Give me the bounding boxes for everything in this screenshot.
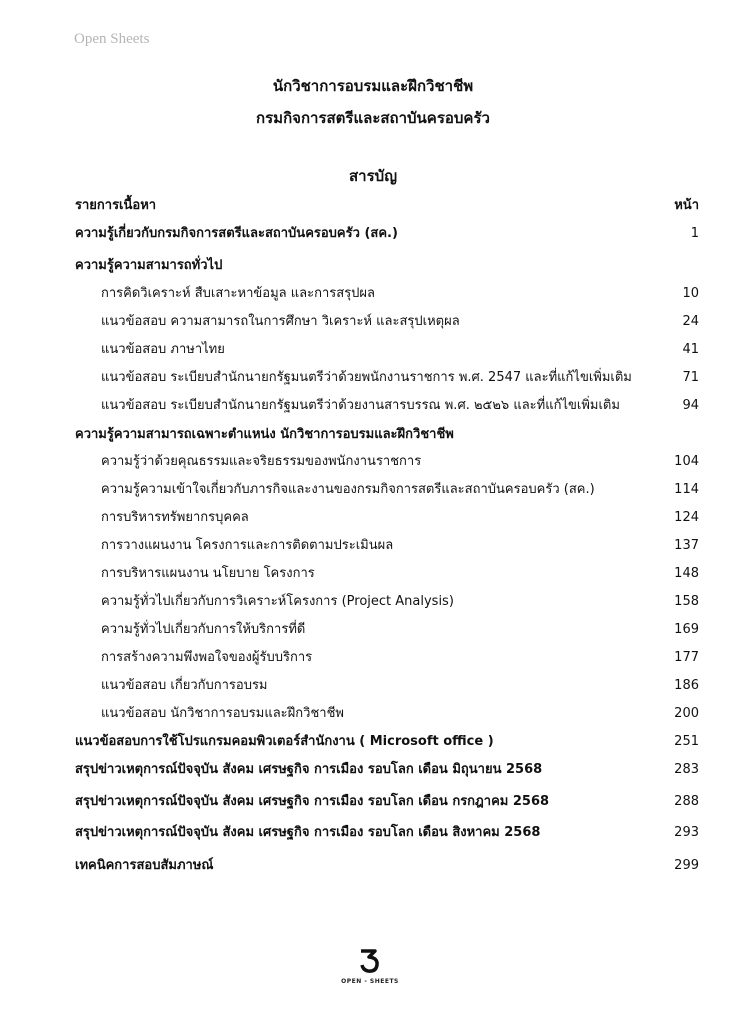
toc-entry-page: 137 [674,538,699,553]
footer-logo [330,948,410,985]
toc-entry-page: 200 [674,706,699,721]
toc-entry [75,647,699,669]
toc-entry-label: ความรู้ว่าด้วยคุณธรรมและจริยธรรมของพนักงานราชการ [101,454,422,469]
toc-entry [75,703,699,725]
footer-logo-text: OPEN - SHEETS [341,978,399,985]
toc-entry [75,367,699,389]
toc-entry-page: 186 [674,678,699,693]
toc-entry [75,283,699,305]
toc-entry-label: แนวข้อสอบ ความสามารถในการศึกษา วิเคราะห์ และสรุปเหตุผล [101,314,460,329]
toc-entry-label: สรุปข่าวเหตุการณ์ปัจจุบัน สังคม เศรษฐกิจ การเมือง รอบโลก เดือน กรกฎาคม 2568 [75,794,550,809]
toc-entry-label: แนวข้อสอบ นักวิชาการอบรมและฝึกวิชาชีพ [101,706,344,721]
toc-entry-label: สรุปข่าวเหตุการณ์ปัจจุบัน สังคม เศรษฐกิจ การเมือง รอบโลก เดือน สิงหาคม 2568 [75,825,541,840]
toc-entry-page: 283 [674,762,699,777]
toc-entry [75,507,699,529]
toc-entry-label: สรุปข่าวเหตุการณ์ปัจจุบัน สังคม เศรษฐกิจ การเมือง รอบโลก เดือน มิถุนายน 2568 [75,762,543,777]
toc-entry-label: การสร้างความพึงพอใจของผู้รับบริการ [101,650,313,665]
toc-entry [75,731,699,753]
toc-entry-label: ความรู้ความเข้าใจเกี่ยวกับภารกิจและงานของกรมกิจการสตรีและสถาบันครอบครัว (สค.) [101,482,595,497]
toc-entry-label: แนวข้อสอบ ระเบียบสำนักนายกรัฐมนตรีว่าด้วยงานสารบรรณ พ.ศ. ๒๕๒๖ และที่แก้ไขเพิ่มเติม [101,398,620,413]
toc-entry-label: การบริหารทรัพยากรบุคคล [101,510,249,525]
toc-entry-label: ความรู้ความสามารถทั่วไป [75,258,223,273]
toc-entry [75,591,699,613]
toc-entry-label: แนวข้อสอบ ระเบียบสำนักนายกรัฐมนตรีว่าด้วยพนักงานราชการ พ.ศ. 2547 และที่แก้ไขเพิ่มเติม [101,370,632,385]
toc-entry-page: 148 [674,566,699,581]
open-sheets-logo-icon [358,948,382,974]
toc-entry-page: 114 [674,482,699,497]
toc-entry-page: 104 [674,454,699,469]
toc-entry [75,424,699,446]
toc-entry-page: 293 [674,825,699,840]
toc-header [75,195,699,217]
toc-entry [75,675,699,697]
toc-entry-label: แนวข้อสอบ ภาษาไทย [101,342,225,357]
document-subtitle: กรมกิจการสตรีและสถาบันครอบครัว [256,109,490,127]
toc-entry [75,791,699,813]
toc-entry [75,311,699,333]
toc-entry-label: แนวข้อสอบ เกี่ยวกับการอบรม [101,678,268,693]
toc-entry [75,619,699,641]
toc-entry-page: 299 [674,858,699,873]
toc-entry-label: แนวข้อสอบการใช้โปรแกรมคอมพิวเตอร์สำนักงาน ( Microsoft office ) [75,734,494,749]
toc-entry [75,479,699,501]
toc-entry [75,535,699,557]
toc-entry [75,451,699,473]
toc-entry-label: การบริหารแผนงาน นโยบาย โครงการ [101,566,315,581]
toc-entry-label: การคิดวิเคราะห์ สืบเสาะหาข้อมูล และการสรุปผล [101,286,376,301]
toc-entry-page: 288 [674,794,699,809]
toc-entry-page: 71 [682,370,699,385]
toc-entry [75,339,699,361]
toc-entry-page: 158 [674,594,699,609]
watermark: Open Sheets [74,31,150,47]
toc-entry-label: ความรู้ทั่วไปเกี่ยวกับการให้บริการที่ดี [101,622,306,637]
toc-entry-page: 24 [682,314,699,329]
toc-entry [75,759,699,781]
toc-entry-page: 1 [690,226,699,241]
toc-entry-page: 10 [682,286,699,301]
toc-entry-page: 169 [674,622,699,637]
toc-entry [75,563,699,585]
toc-entry-label: ความรู้เกี่ยวกับกรมกิจการสตรีและสถาบันครอบครัว (สค.) [75,226,398,241]
toc-header-page: หน้า [674,198,699,213]
toc-entry-page: 177 [674,650,699,665]
toc-entry [75,855,699,877]
toc-entry-page: 41 [682,342,699,357]
document-title: นักวิชาการอบรมและฝึกวิชาชีพ [272,77,474,95]
toc-entry-page: 94 [682,398,699,413]
toc-entry-label: การวางแผนงาน โครงการและการติดตามประเมินผล [101,538,394,553]
toc-entry [75,255,699,277]
toc-entry [75,223,699,245]
toc-header-label: รายการเนื้อหา [75,198,157,213]
toc-entry-label: ความรู้ทั่วไปเกี่ยวกับการวิเคราะห์โครงการ (Project Analysis) [101,594,454,609]
toc-entry [75,395,699,417]
toc-entry-label: ความรู้ความสามารถเฉพาะตำแหน่ง นักวิชาการอบรมและฝึกวิชาชีพ [75,427,454,442]
toc-entry-page: 251 [674,734,699,749]
toc-entry-label: เทคนิคการสอบสัมภาษณ์ [75,858,214,873]
toc-heading: สารบัญ [349,167,397,185]
toc-entry-page: 124 [674,510,699,525]
toc-entry [75,822,699,844]
